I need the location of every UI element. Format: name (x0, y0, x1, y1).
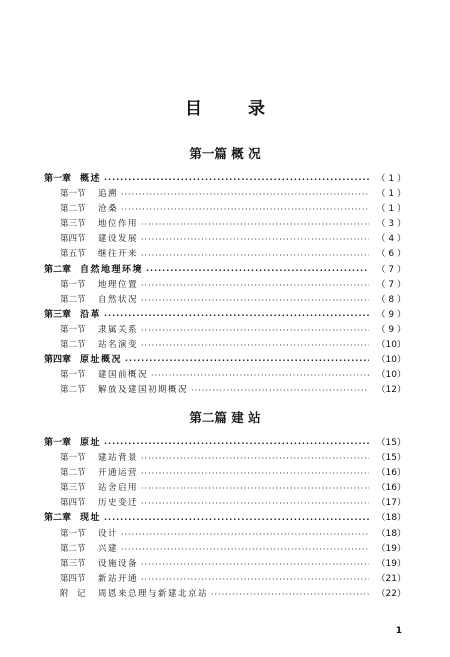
entry-label: 地理位置 (98, 279, 139, 290)
entry-label: 解放及建国初期概况 (98, 385, 189, 396)
entry-page: （19） (376, 558, 406, 569)
dot-leader (141, 451, 369, 466)
entry-number: 第一章 (44, 174, 72, 184)
dot-leader (141, 466, 369, 481)
entry-label: 站舍启用 (98, 483, 139, 494)
entry-page: （ 1 ） (376, 204, 406, 215)
entry-label: 站名演变 (98, 340, 139, 351)
entry-number: 第二章 (44, 264, 72, 275)
toc-section-entry[interactable] (44, 527, 406, 542)
entry-label: 沧桑 (98, 204, 119, 215)
entry-page: （18） (376, 513, 406, 524)
entry-label: 概述 (80, 174, 102, 184)
entry-number: 第四节 (60, 234, 86, 245)
entry-number: 第二节 (60, 468, 86, 479)
dot-leader (141, 557, 369, 572)
entry-number: 附 记 (60, 588, 86, 599)
toc-chapter-entry[interactable] (44, 436, 406, 451)
page-number: 1 (395, 626, 402, 636)
dot-leader (141, 338, 369, 353)
entry-page: （10） (376, 370, 406, 381)
toc-section-entry[interactable] (44, 542, 406, 557)
toc-section-entry[interactable] (44, 451, 406, 466)
toc-section-entry[interactable] (44, 232, 406, 247)
entry-label: 设施设备 (98, 558, 139, 569)
dot-leader (121, 527, 369, 542)
entry-number: 第四节 (60, 573, 86, 584)
toc-chapter-entry[interactable] (44, 172, 406, 187)
entry-page: （12） (376, 385, 406, 396)
dot-leader (104, 308, 369, 323)
dot-leader (141, 232, 369, 247)
toc-section-entry[interactable] (44, 383, 406, 398)
entry-number: 第三节 (60, 483, 86, 494)
dot-leader (146, 263, 369, 278)
entry-label: 周恩来总理与新建北京站 (98, 588, 209, 599)
entry-number: 第一节 (60, 189, 86, 200)
entry-page: （17） (376, 498, 406, 509)
part-title-text: 第二篇 建 站 (189, 410, 261, 425)
entry-number: 第五节 (60, 249, 86, 260)
dot-leader (211, 587, 369, 602)
toc-section-entry[interactable] (44, 202, 406, 217)
entry-label: 设计 (98, 528, 119, 539)
dot-leader (141, 293, 369, 308)
entry-page: （10） (376, 340, 406, 351)
dot-leader (121, 187, 369, 202)
dot-leader (104, 512, 369, 527)
toc-chapter-entry[interactable] (44, 308, 406, 323)
entry-number: 第二节 (60, 204, 86, 215)
toc-title: 目 录 (185, 99, 285, 119)
dot-leader (125, 353, 369, 368)
entry-number: 第三节 (60, 219, 86, 230)
entry-label: 原址 (80, 438, 102, 448)
entry-page: （ 1 ） (376, 174, 406, 184)
toc-section-entry[interactable] (44, 187, 406, 202)
entry-page: （15） (376, 438, 406, 448)
toc-section-entry[interactable] (44, 496, 406, 511)
entry-label: 现址 (80, 513, 102, 524)
entry-page: （ 1 ） (376, 189, 406, 200)
dot-leader (121, 202, 369, 217)
dot-leader (141, 217, 369, 232)
entry-label: 自然地理环境 (80, 264, 144, 275)
toc-section-entry[interactable] (44, 278, 406, 293)
toc-chapter-entry[interactable] (44, 263, 406, 278)
dot-leader (191, 383, 369, 398)
dot-leader (104, 172, 369, 187)
toc-list-part-1 (44, 172, 406, 398)
entry-page: （ 3 ） (376, 219, 406, 230)
toc-section-entry[interactable] (44, 466, 406, 481)
entry-number: 第二节 (60, 543, 86, 554)
entry-number: 第一节 (60, 528, 86, 539)
entry-page: （16） (376, 468, 406, 479)
toc-section-entry[interactable] (44, 247, 406, 262)
toc-chapter-entry[interactable] (44, 353, 406, 368)
entry-page: （ 9 ） (376, 309, 406, 320)
toc-chapter-entry[interactable] (44, 511, 406, 526)
part-title (0, 144, 450, 162)
entry-label: 兴建 (98, 543, 119, 554)
entry-page: （ 6 ） (376, 249, 406, 260)
entry-number: 第二节 (60, 340, 86, 351)
toc-section-entry[interactable] (44, 557, 406, 572)
entry-page: （ 4 ） (376, 234, 406, 245)
entry-label: 沿革 (80, 309, 102, 320)
entry-label: 地位作用 (98, 219, 139, 230)
entry-number: 第四节 (60, 498, 86, 509)
entry-label: 追溯 (98, 189, 119, 200)
entry-label: 原址概况 (80, 355, 123, 366)
entry-number: 第一节 (60, 324, 86, 335)
toc-section-entry[interactable] (44, 217, 406, 232)
toc-section-entry[interactable] (44, 587, 406, 602)
entry-number: 第二节 (60, 385, 86, 396)
entry-label: 继往开来 (98, 249, 139, 260)
dot-leader (141, 278, 369, 293)
entry-page: （15） (376, 453, 406, 464)
toc-section-entry[interactable] (44, 293, 406, 308)
entry-label: 自然状况 (98, 294, 139, 305)
entry-page: （10） (376, 355, 406, 366)
entry-number: 第一节 (60, 279, 86, 290)
entry-page: （16） (376, 483, 406, 494)
entry-label: 建设发展 (98, 234, 139, 245)
dot-leader (104, 436, 369, 451)
entry-page: （ 7 ） (376, 264, 406, 275)
entry-number: 第三节 (60, 558, 86, 569)
entry-number: 第三章 (44, 309, 72, 320)
dot-leader (141, 481, 369, 496)
entry-page: （19） (376, 543, 406, 554)
entry-number: 第一节 (60, 453, 86, 464)
entry-number: 第一章 (44, 438, 72, 448)
entry-label: 历史变迁 (98, 498, 139, 509)
entry-label: 建站背景 (98, 453, 139, 464)
part-title (0, 408, 450, 426)
entry-number: 第二章 (44, 513, 72, 524)
entry-number: 第一节 (60, 370, 86, 381)
toc-section-entry[interactable] (44, 368, 406, 383)
entry-page: （ 7 ） (376, 279, 406, 290)
dot-leader (121, 542, 369, 557)
entry-label: 新站开通 (98, 573, 139, 584)
entry-page: （ 9 ） (376, 324, 406, 335)
entry-page: （ 8 ） (376, 294, 406, 305)
dot-leader (141, 248, 369, 263)
entry-label: 开通运营 (98, 468, 139, 479)
dot-leader (141, 323, 369, 338)
entry-page: （21） (376, 573, 406, 584)
dot-leader (151, 368, 369, 383)
dot-leader (141, 572, 369, 587)
toc-list-part-2 (44, 436, 406, 602)
entry-label: 隶属关系 (98, 324, 139, 335)
dot-leader (141, 496, 369, 511)
part-title-text: 第一篇 概 况 (189, 146, 261, 161)
entry-number: 第二节 (60, 294, 86, 305)
entry-label: 建国前概况 (98, 370, 149, 381)
toc-section-entry[interactable] (44, 338, 406, 353)
entry-number: 第四章 (44, 355, 72, 366)
toc-section-entry[interactable] (44, 323, 406, 338)
entry-page: （18） (376, 528, 406, 539)
toc-section-entry[interactable] (44, 572, 406, 587)
toc-section-entry[interactable] (44, 481, 406, 496)
entry-page: （22） (376, 588, 406, 599)
